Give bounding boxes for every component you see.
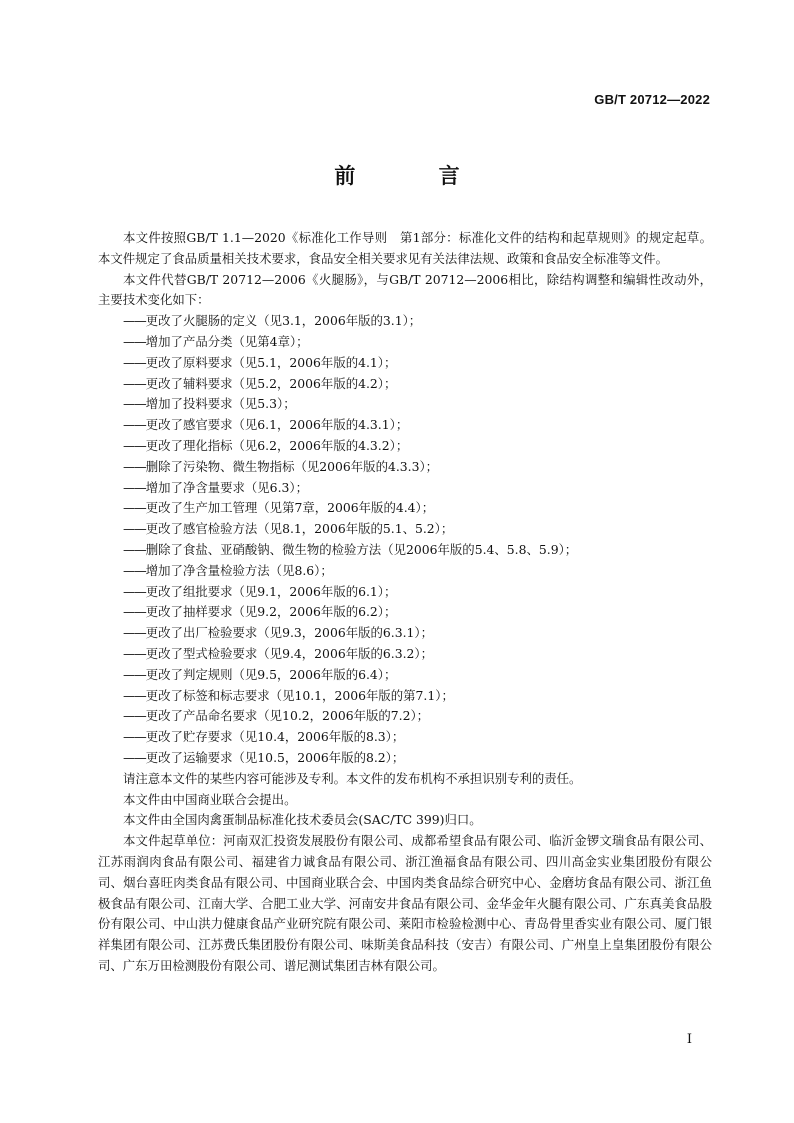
list-item: ——更改了贮存要求（见10.4，2006年版的8.3）； [123, 729, 405, 745]
intro-paragraph: 本文件按照GB/T 1.1—2020《标准化工作导则 第1部分：标准化文件的结构和起草规则》的规定起草。本文件规定了食品质量相关技术要求，食品安全相关要求见有关法律法规、政策和食品安全标准等文件。 [98, 230, 712, 266]
list-item: ——删除了污染物、微生物指标（见2006年版的4.3.3）； [123, 458, 439, 474]
dash-marker: —— [123, 729, 146, 745]
dash-marker: —— [123, 396, 146, 412]
list-item: ——更改了辅料要求（见5.2，2006年版的4.2）； [123, 375, 397, 391]
list-item: ——更改了生产加工管理（见第7章，2006年版的4.4）； [123, 500, 435, 516]
dash-marker: —— [123, 541, 146, 557]
intro-paragraph: 本文件代替GB/T 20712—2006《火腿肠》，与GB/T 20712—2006相比，除结构调整和编辑性改动外，主要技术变化如下： [98, 271, 712, 308]
standard-code: GB/T 20712—2022 [594, 92, 710, 107]
page-title: 前 言 [334, 164, 498, 188]
dash-marker: —— [123, 749, 146, 765]
list-item: ——更改了型式检验要求（见9.4，2006年版的6.3.2）； [123, 645, 433, 661]
dash-marker: —— [123, 437, 146, 453]
proposer-statement: 本文件由中国商业联合会提出。 [123, 791, 297, 807]
dash-marker: —— [123, 625, 146, 641]
dash-marker: —— [123, 645, 146, 661]
foreword-body [98, 228, 712, 977]
dash-marker: —— [123, 666, 146, 682]
list-item: ——更改了运输要求（见10.5，2006年版的8.2）； [123, 749, 405, 765]
patent-notice: 请注意本文件的某些内容可能涉及专利。本文件的发布机构不承担识别专利的责任。 [123, 770, 582, 786]
dash-marker: —— [123, 375, 146, 391]
dash-marker: —— [123, 354, 146, 370]
dash-marker: —— [123, 708, 146, 724]
drafting-units: 本文件起草单位：河南双汇投资发展股份有限公司、成都希望食品有限公司、临沂金锣文瑞食品有限公司、江苏雨润肉食品有限公司、福建省力诚食品有限公司、浙江渔福食品有限公司、四川高金实业集团股份有限公司、烟台喜旺肉类食品有限公司、中国商业联合会、中国肉类食品综合研究中心、金磨坊食品有限公司、浙江鱼极食品有限公司、江南大学、合肥工业大学、河南安井食品有限公司、金华金年火腿有限公司、广东真美食品股份有限公司、中山洪力健康食品产业研究院有限公司、莱阳市检验检测中心、青岛骨里香实业有限公司、厦门银祥集团有限公司、江苏费氏集团股份有限公司、味斯美食品科技（安吉）有限公司、广州皇上皇集团股份有限公司、广东万田检测股份有限公司、谱尼测试集团吉林有限公司。 [98, 833, 712, 973]
dash-marker: —— [123, 687, 146, 703]
dash-marker: —— [123, 417, 146, 433]
technical-changes-list [98, 311, 712, 769]
list-item: ——更改了感官要求（见6.1，2006年版的4.3.1）； [123, 417, 409, 433]
dash-marker: —— [123, 479, 146, 495]
list-item: ——删除了食盐、亚硝酸钠、微生物的检验方法（见2006年版的5.4、5.8、5.9）； [123, 541, 578, 557]
dash-marker: —— [123, 333, 146, 349]
dash-marker: —— [123, 604, 146, 620]
list-item: ——更改了产品命名要求（见10.2，2006年版的7.2）； [123, 708, 430, 724]
committee-statement: 本文件由全国肉禽蛋制品标准化技术委员会(SAC/TC 399)归口。 [123, 812, 482, 828]
dash-marker: —— [123, 562, 146, 578]
list-item: ——更改了火腿肠的定义（见3.1，2006年版的3.1）； [123, 313, 422, 329]
list-item: ——增加了净含量要求（见6.3）； [123, 479, 308, 495]
dash-marker: —— [123, 583, 146, 599]
list-item: ——更改了抽样要求（见9.2，2006年版的6.2）； [123, 604, 397, 620]
list-item: ——更改了标签和标志要求（见10.1，2006年版的第7.1）； [123, 687, 454, 703]
dash-marker: —— [123, 521, 146, 537]
list-item: ——增加了投料要求（见5.3）； [123, 396, 296, 412]
list-item: ——增加了产品分类（见第4章）； [123, 333, 309, 349]
list-item: ——更改了判定规则（见9.5，2006年版的6.4）； [123, 666, 397, 682]
dash-marker: —— [123, 313, 146, 329]
dash-marker: —— [123, 458, 146, 474]
list-item: ——更改了出厂检验要求（见9.3，2006年版的6.3.1）； [123, 625, 433, 641]
list-item: ——更改了原料要求（见5.1，2006年版的4.1）； [123, 354, 397, 370]
list-item: ——更改了理化指标（见6.2，2006年版的4.3.2）； [123, 437, 409, 453]
list-item: ——更改了感官检验方法（见8.1，2006年版的5.1、5.2）； [123, 521, 454, 537]
list-item: ——增加了净含量检验方法（见8.6）； [123, 562, 333, 578]
list-item: ——更改了组批要求（见9.1，2006年版的6.1）； [123, 583, 397, 599]
dash-marker: —— [123, 500, 146, 516]
page-number: I [686, 1032, 692, 1047]
